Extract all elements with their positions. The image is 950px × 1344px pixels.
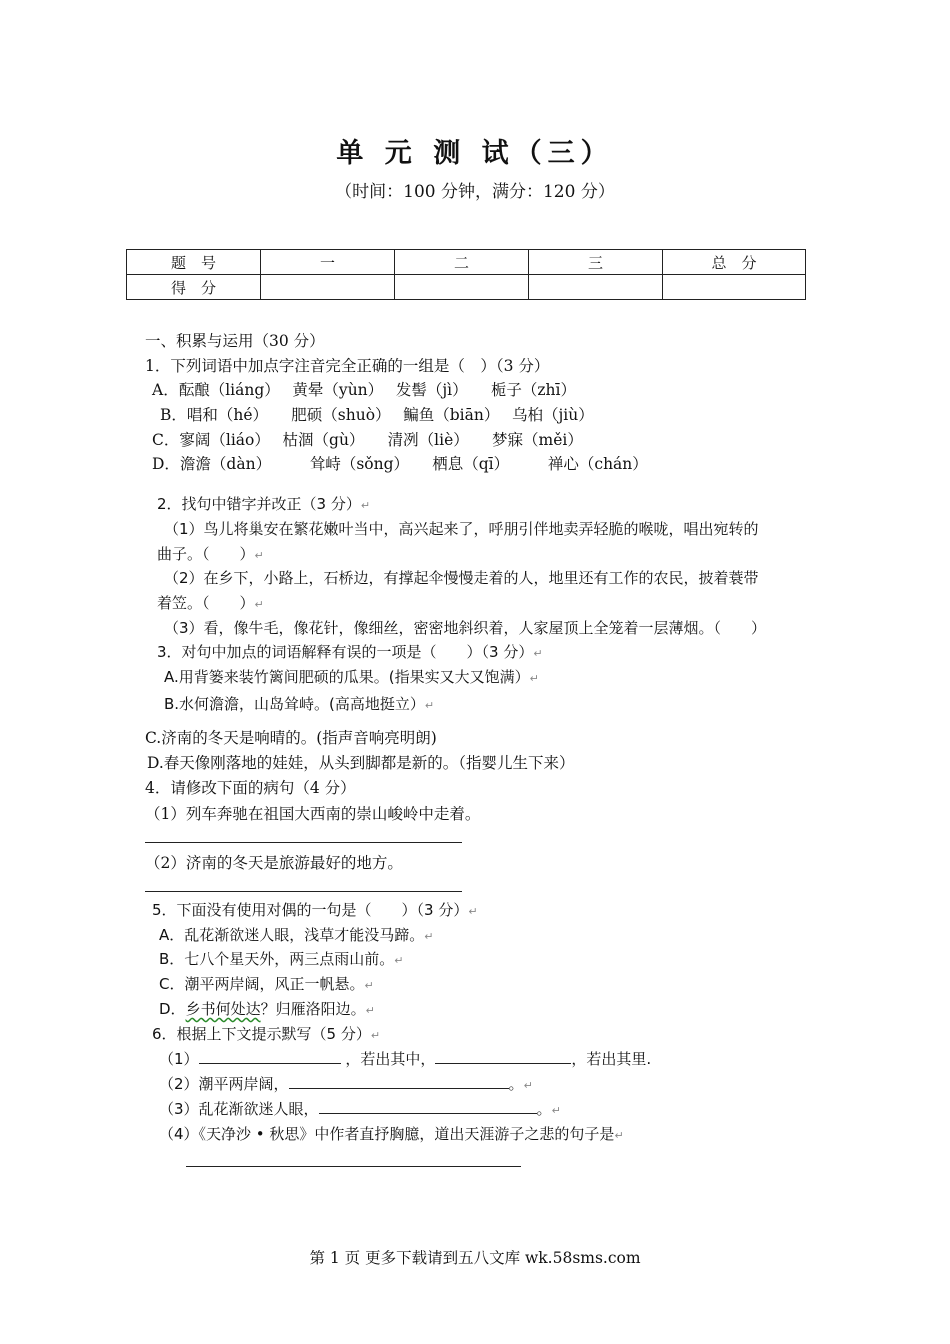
q1-option-d: D．澹澹（dàn） 耸峙（sǒng） 栖息（qī） 禅心（chán）: [152, 455, 648, 473]
q5-option-b: B．七八个星天外，两三点雨山前。↵: [159, 950, 404, 968]
q5-option-c: C．潮平两岸阔，风正一帆悬。↵: [159, 975, 374, 993]
q4-sentence-2: （2）济南的冬天是旅游最好的地方。: [145, 854, 403, 872]
answer-line[interactable]: [186, 1166, 521, 1167]
exam-time-info: （时间：100 分钟，满分：120 分）: [335, 182, 615, 202]
q2-sentence-3: （3）看，像牛毛，像花针，像细丝，密密地斜织着，人家屋顶上全笼着一层薄烟。（ ）: [164, 619, 767, 637]
q3-option-d: D.春天像刚落地的娃娃，从头到脚都是新的。（指婴儿生下来）: [147, 754, 575, 772]
q6-item-4: （4）《天净沙 • 秋思》中作者直抒胸臆，道出天涯游子之悲的句子是↵: [159, 1125, 624, 1143]
q2-sentence-1-end: 曲子。（ ）↵: [157, 545, 264, 563]
q1-stem: 1．下列词语中加点字注音完全正确的一组是（ ）（3 分）: [145, 357, 550, 375]
q6-item-3: （3）乱花渐欲迷人眼， 。↵: [159, 1100, 561, 1118]
fill-blank[interactable]: [435, 1049, 571, 1064]
table-row: [127, 250, 806, 275]
q4-sentence-1: （1）列车奔驰在祖国大西南的崇山峻岭中走着。: [145, 805, 481, 823]
q1-option-b: B．唱和（hé） 肥硕（shuò） 鳊鱼（biān） 乌桕（jiù）: [160, 406, 594, 424]
section-heading: 一、积累与运用（30 分）: [145, 332, 325, 350]
q3-option-a: A.用背篓来装竹篱间肥硕的瓜果。(指果实又大又饱满）↵: [164, 668, 539, 686]
q3-option-b: B.水何澹澹，山岛耸峙。(高高地挺立）↵: [164, 695, 435, 713]
answer-line[interactable]: [145, 842, 462, 843]
q3-stem: 3．对句中加点的词语解释有误的一项是（ ）（3 分）↵: [157, 643, 543, 661]
header-cell: 题 号: [127, 250, 261, 275]
q5-option-a: A．乱花渐欲迷人眼，浅草才能没马蹄。↵: [159, 926, 434, 944]
score-cell[interactable]: [261, 275, 395, 300]
header-cell: 一: [261, 250, 395, 275]
fill-blank[interactable]: [289, 1074, 509, 1089]
table-row: [127, 275, 806, 300]
q4-stem: 4．请修改下面的病句（4 分）: [145, 779, 356, 797]
row-label-cell: 得 分: [127, 275, 261, 300]
q3-option-c: C.济南的冬天是响晴的。(指声音响亮明朗): [145, 729, 437, 747]
page-title: 单 元 测 试（三）: [336, 138, 614, 169]
header-cell: 三: [529, 250, 663, 275]
q6-item-2: （2）潮平两岸阔， 。↵: [159, 1075, 533, 1093]
score-cell[interactable]: [663, 275, 806, 300]
q5-stem: 5．下面没有使用对偶的一句是（ ）（3 分）↵: [152, 901, 478, 919]
fill-blank[interactable]: [199, 1049, 341, 1064]
score-cell[interactable]: [395, 275, 529, 300]
q5-option-d: D．乡书何处达？归雁洛阳边。↵: [159, 1000, 375, 1018]
q6-item-1: （1） ，若出其中， ，若出其里.: [159, 1050, 652, 1068]
header-cell: 二: [395, 250, 529, 275]
q2-stem: 2．找句中错字并改正（3 分）↵: [157, 495, 371, 513]
q2-sentence-1: （1）鸟儿将巢安在繁花嫩叶当中，高兴起来了，呼朋引伴地卖弄轻脆的喉咙，唱出宛转的: [164, 520, 759, 538]
score-cell[interactable]: [529, 275, 663, 300]
header-cell: 总 分: [663, 250, 806, 275]
q1-option-c: C．寥阔（liáo） 枯涸（gù） 清冽（liè） 梦寐（měi）: [152, 431, 583, 449]
q2-sentence-2: （2）在乡下，小路上，石桥边，有撑起伞慢慢走着的人，地里还有工作的农民，披着蓑带: [164, 569, 759, 587]
score-table: [126, 249, 806, 300]
q2-sentence-2-end: 着笠。（ ）↵: [157, 594, 264, 612]
fill-blank[interactable]: [319, 1099, 537, 1114]
q6-stem: 6．根据上下文提示默写（5 分）↵: [152, 1025, 381, 1043]
answer-line[interactable]: [145, 891, 462, 892]
q1-option-a: A．酝酿（liáng） 黄晕（yùn） 发髻（jì） 栀子（zhī）: [152, 381, 576, 399]
page-footer: 第 1 页 更多下载请到五八文库 wk.58sms.com: [309, 1249, 641, 1267]
